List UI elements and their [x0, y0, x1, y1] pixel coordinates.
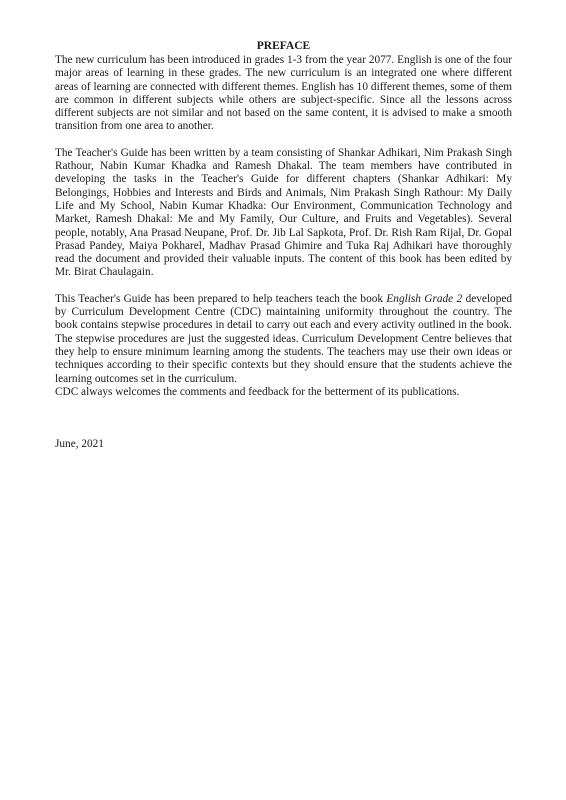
- book-title: English Grade 2: [386, 292, 463, 305]
- preface-date: June, 2021: [55, 438, 104, 451]
- paragraph-curriculum-intro: The new curriculum has been introduced in grades 1-3 from the year 2077. English is one of the four major areas of learning in these grades. The new curriculum is an integrated one where different areas of learning are connected with different themes. English has 10 different themes, some of them are common in different subjects while others are subject-specific. Since all the lessons across different subjects are not similar and not based on the same content, it is advised to make a smooth transition from one area to another.: [55, 54, 512, 133]
- guide-purpose-text-start: This Teacher's Guide has been prepared to help teachers teach the book: [55, 292, 387, 305]
- guide-purpose-text-end: developed by Curriculum Development Centre (CDC) maintaining uniformity throughout the country. The book contains stepwise procedures in detail to carry out each and every activity outlined in the book. The stepwise procedures are just the suggested ideas. Curriculum Development Centre believes that they help to ensure minimum learning among the students. The teachers may use their own ideas or techniques according to their specific contexts but they should ensure that the students achieve the learning outcomes set in the curriculum.: [55, 292, 513, 385]
- page-title: PREFACE: [256, 40, 311, 52]
- paragraph-writing-team: The Teacher's Guide has been written by a team consisting of Shankar Adhikari, Nim Prakash Singh Rathour, Nabin Kumar Khadka and Ramesh Dhakal. The team members have contributed in developing the tasks in the Teacher's Guide for different chapters (Shankar Adhikari: My Belongings, Hobbies and Interests and Birds and Animals, Nim Prakash Singh Rathour: My Daily Life and My School, Nabin Kumar Khadka: Our Environment, Communication Technology and Market, Ramesh Dhakal: Me and My Family, Our Culture, and Fruits and Vegetables). Several people, notably, Ana Prasad Neupane, Prof. Dr. Jib Lal Sapkota, Prof. Dr. Rish Ram Rijal, Dr. Gopal Prasad Pandey, Maiya Pokharel, Madhav Prasad Ghimire and Tuka Raj Adhikari have thoroughly read the document and provided their valuable inputs. The content of this book has been edited by Mr. Birat Chaulagain.: [55, 146, 512, 279]
- paragraph-feedback: CDC always welcomes the comments and feedback for the betterment of its publications.: [55, 385, 460, 398]
- paragraph-guide-purpose: [55, 293, 512, 386]
- preface-page: [55, 40, 512, 451]
